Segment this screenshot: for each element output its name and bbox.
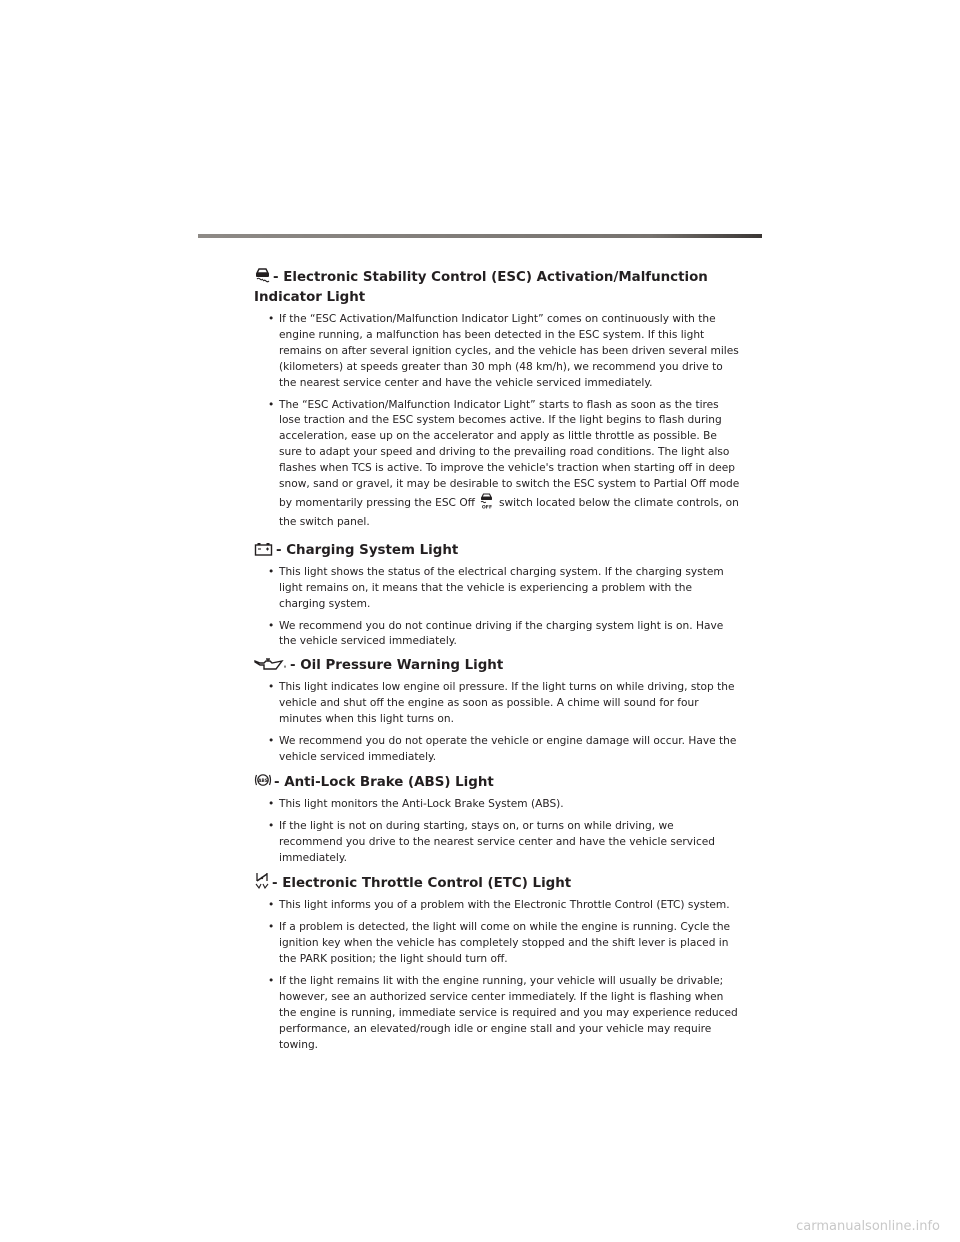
section-esc — [254, 266, 740, 531]
bullet-list — [254, 898, 740, 1053]
list-item: • This light indicates low engine oil pressure. If the light turns on while driving, stop the vehicle and shut off the engine as soon as possible. A chime will sound for four minutes when this light turns on. — [268, 680, 740, 728]
section-heading — [254, 772, 740, 793]
throttle-icon — [254, 872, 270, 889]
header-rule — [198, 234, 762, 238]
section-heading — [254, 266, 740, 308]
bullet-list — [254, 565, 740, 651]
list-item: • If the light remains lit with the engine running, your vehicle will usually be drivable; however, see an authorized service center immediately. If the light is flashing when the engine is running, immediate service is required and you may experience reduced performance, an elevated/rough idle or engine stall and your vehicle may require towing. — [268, 974, 740, 1054]
list-item: • This light shows the status of the electrical charging system. If the charging system light remains on, it means that the vehicle is experiencing a problem with the charging system. — [268, 565, 740, 613]
esc-off-icon-label: OFF — [481, 505, 493, 509]
list-item: • We recommend you do not continue driving if the charging system light is on. Have the vehicle serviced immediately. — [268, 619, 740, 651]
list-item: • This light monitors the Anti-Lock Brake System (ABS). — [268, 797, 740, 813]
section-heading — [254, 872, 740, 894]
section-heading — [254, 541, 740, 561]
section-oil — [254, 656, 740, 766]
list-item — [268, 398, 740, 531]
section-title: - Oil Pressure Warning Light — [290, 658, 504, 674]
bullet-list — [254, 312, 740, 531]
section-title: - Electronic Stability Control (ESC) Activation/Malfunction Indicator Light — [254, 270, 708, 305]
section-etc — [254, 872, 740, 1053]
bullet-list — [254, 797, 740, 867]
oil-can-icon — [254, 657, 288, 671]
esc-skid-icon — [254, 266, 271, 283]
list-item: • If a problem is detected, the light will come on while the engine is running. Cycle the ignition key when the vehicle has completely stopped and the shift lever is placed in the PARK position; the light should turn off. — [268, 920, 740, 968]
section-title: - Electronic Throttle Control (ETC) Light — [272, 876, 572, 892]
battery-icon — [254, 542, 274, 556]
esc-off-icon — [477, 493, 497, 515]
abs-icon-label: ABS — [258, 777, 268, 783]
list-item: • If the light is not on during starting, stays on, or turns on while driving, we recommend you drive to the nearest service center and have the vehicle serviced immediately. — [268, 819, 740, 867]
page-content — [254, 266, 740, 1060]
abs-icon — [254, 772, 272, 788]
list-item: • This light informs you of a problem with the Electronic Throttle Control (ETC) system. — [268, 898, 740, 914]
section-title: - Charging System Light — [276, 542, 459, 558]
bullet-list — [254, 680, 740, 766]
watermark: carmanualsonline.info — [796, 1219, 940, 1234]
list-item: • If the “ESC Activation/Malfunction Indicator Light” comes on continuously with the engine running, a malfunction has been detected in the ESC system. If this light remains on after several ignition cycles, and the vehicle has been driven several miles (kilometers) at speeds greater than 30 mph (48 km/h), we recommend you drive to the nearest service center and have the vehicle serviced immediately. — [268, 312, 740, 392]
section-charging — [254, 541, 740, 651]
list-item-text: The “ESC Activation/Malfunction Indicator Light” starts to flash as soon as the tires lose traction and the ESC system becomes active. If the light begins to flash during acceleration, ease up on the accelerator and apply as little throttle as possible. Be sure to adapt your speed and driving to the prevailing road conditions. The light also flashes when TCS is active. To improve the vehicle's traction when starting off in deep snow, sand or gravel, it may be desirable to switch the ESC system to Partial Off mode by momentarily pressing the ESC Off — [279, 398, 740, 509]
section-heading — [254, 656, 740, 676]
section-abs — [254, 772, 740, 867]
list-item: • We recommend you do not operate the vehicle or engine damage will occur. Have the vehicle serviced immediately. — [268, 734, 740, 766]
list-item-text: switch located below the climate controls, on the switch panel. — [279, 496, 739, 528]
section-title: - Anti-Lock Brake (ABS) Light — [274, 774, 494, 790]
